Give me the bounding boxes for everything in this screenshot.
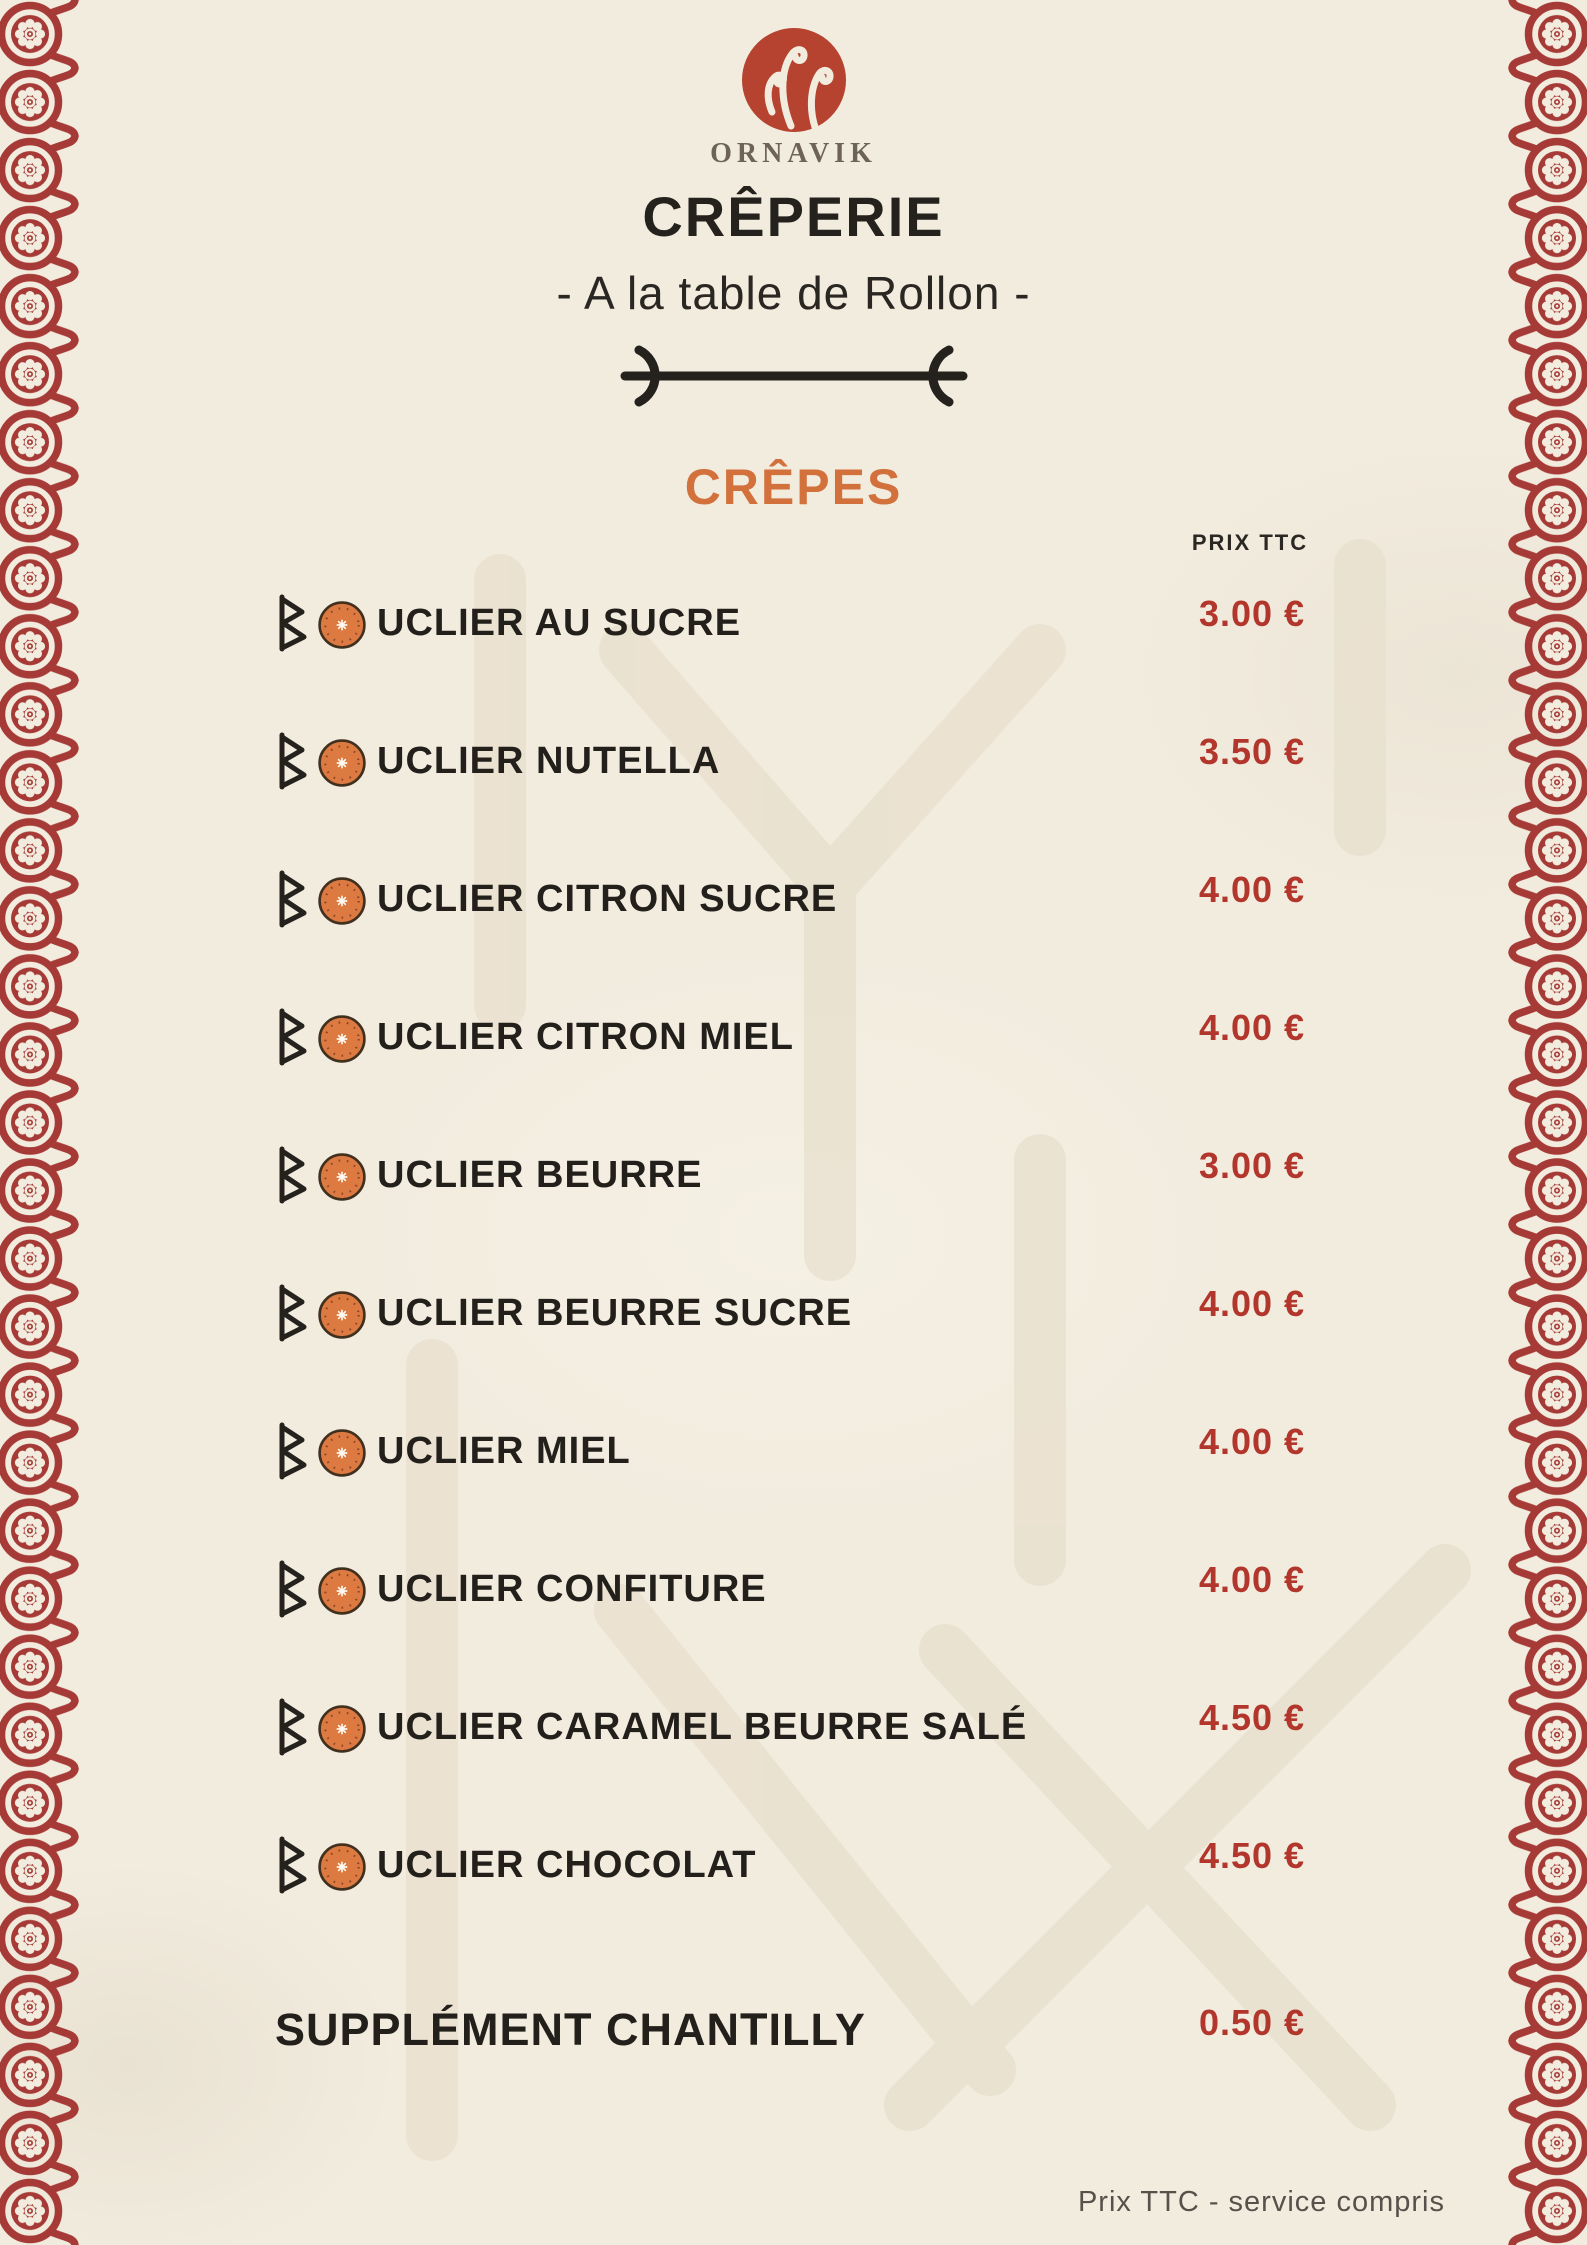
menu-item-name (275, 1559, 767, 1619)
rune-b-icon (275, 1283, 309, 1343)
menu-item-row (275, 723, 1395, 799)
menu-item-label-text: UCLIER MIEL (377, 1429, 631, 1472)
brand-name: ORNAVIK (710, 138, 877, 169)
rune-b-icon (275, 1559, 309, 1619)
menu-item-price: 4.50 € (1198, 1835, 1306, 1876)
rune-b-icon (275, 1007, 309, 1067)
menu-list (275, 0, 1395, 2245)
supplement-price: 0.50 € (1198, 2002, 1306, 2043)
rune-b-icon (275, 1421, 309, 1481)
page-title: CRÊPERIE (642, 185, 945, 248)
menu-item-row (275, 861, 1395, 937)
menu-item-price: 4.50 € (1198, 1697, 1306, 1738)
menu-item-name (275, 1421, 631, 1481)
menu-item-label-text: UCLIER NUTELLA (377, 739, 721, 782)
page-subtitle: - A la table de Rollon - (556, 267, 1031, 319)
menu-item-name (275, 593, 741, 653)
shield-boss-icon (317, 738, 367, 788)
shield-boss-icon (317, 600, 367, 650)
supplement-label: SUPPLÉMENT CHANTILLY (275, 2004, 866, 2055)
menu-item-name (275, 1007, 794, 1067)
menu-item-name (275, 869, 837, 929)
menu-item-price: 3.00 € (1198, 1145, 1306, 1186)
shield-boss-icon (317, 1152, 367, 1202)
section-title-crepes: CRÊPES (684, 459, 903, 515)
menu-item-label-text: UCLIER BEURRE SUCRE (377, 1291, 853, 1334)
menu-item-label-text: UCLIER CHOCOLAT (377, 1843, 757, 1886)
menu-item-price: 4.00 € (1198, 1283, 1306, 1324)
menu-item-price: 4.00 € (1198, 1007, 1306, 1048)
menu-item-label-text: UCLIER AU SUCRE (377, 601, 742, 644)
supplement-row (275, 1992, 1395, 2068)
rune-b-icon (275, 731, 309, 791)
rune-b-icon (275, 1697, 309, 1757)
shield-boss-icon (317, 1428, 367, 1478)
shield-boss-icon (317, 876, 367, 926)
menu-item-row (275, 1137, 1395, 1213)
menu-item-price: 4.00 € (1198, 869, 1306, 910)
menu-item-price: 4.00 € (1198, 1559, 1306, 1600)
shield-boss-icon (317, 1704, 367, 1754)
menu-item-row (275, 1551, 1395, 1627)
menu-item-row (275, 1689, 1395, 1765)
rune-b-icon (275, 1145, 309, 1205)
menu-item-row (275, 1413, 1395, 1489)
shield-boss-icon (317, 1290, 367, 1340)
menu-item-label-text: UCLIER CITRON MIEL (377, 1015, 794, 1058)
menu-item-label-text: UCLIER CITRON SUCRE (377, 877, 838, 920)
menu-item-row (275, 1827, 1395, 1903)
shield-boss-icon (317, 1566, 367, 1616)
menu-item-price: 3.50 € (1198, 731, 1306, 772)
shield-boss-icon (317, 1014, 367, 1064)
menu-item-price: 4.00 € (1198, 1421, 1306, 1462)
menu-item-row (275, 999, 1395, 1075)
menu-item-name (275, 1283, 852, 1343)
rune-b-icon (275, 1835, 309, 1895)
menu-item-name (275, 1835, 757, 1895)
menu-item-name (275, 1145, 702, 1205)
menu-item-row (275, 1275, 1395, 1351)
menu-item-label-text: UCLIER CONFITURE (377, 1567, 767, 1610)
rune-b-icon (275, 869, 309, 929)
footer-note: Prix TTC - service compris (1077, 2186, 1445, 2218)
menu-item-price: 3.00 € (1198, 593, 1306, 634)
price-column-header: PRIX TTC (1191, 530, 1309, 555)
menu-item-label-text: UCLIER BEURRE (377, 1153, 703, 1196)
menu-item-row (275, 585, 1395, 661)
menu-item-name (275, 731, 720, 791)
menu-item-name (275, 1697, 1027, 1757)
menu-item-label-text: UCLIER CARAMEL BEURRE SALÉ (377, 1705, 1028, 1748)
shield-boss-icon (317, 1842, 367, 1892)
rune-b-icon (275, 593, 309, 653)
